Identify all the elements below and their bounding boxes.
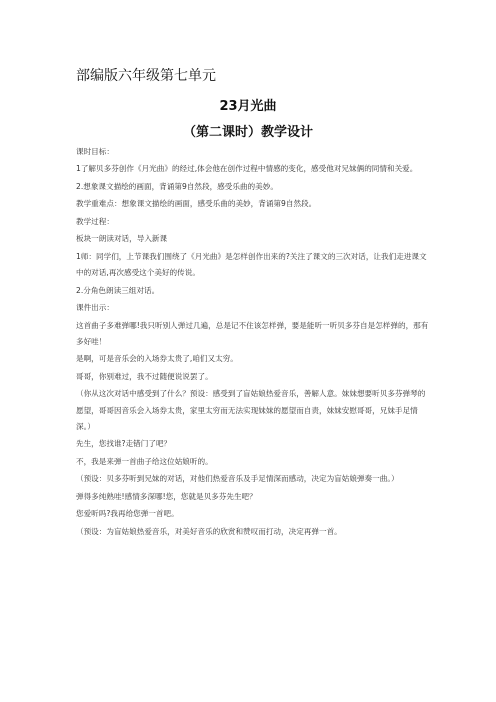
paragraph-lesson-goals-heading: 课时目标： bbox=[76, 147, 114, 156]
paragraph-key-difficulties: 教学重难点：想象课文描绘的画面，感受乐曲的美妙，背诵第9自然段。 bbox=[76, 199, 317, 209]
document-body bbox=[76, 144, 432, 541]
paragraph-teacher-intro: 1师：同学们，上节课我们围绕了《月光曲》是怎样创作出来的?关注了课文的三次对话，让我们走进课文中的对话,再次感受这个美好的传说。 bbox=[76, 251, 427, 278]
paragraph-slide-heading: 课件出示： bbox=[76, 303, 114, 313]
paragraph-preset-1: （你从这次对话中感受到了什么？预设：感受到了盲姑娘热爱音乐，善解人意。妹妹想要听贝多芬弹琴的愿望，哥哥因音乐会入场券太贵，家里太穷而无法实现妹妹的愿望而自责，妹妹安慰哥哥，兄妹手足情深。） bbox=[76, 389, 426, 431]
paragraph-preset-3: （预设：为盲姑娘热爱音乐，对美好音乐的欣赏和赞叹而打动，决定再弹一首。 bbox=[76, 526, 342, 536]
paragraph-goal-2: 2.想象课文描绘的画面，背诵第9自然段，感受乐曲的美妙。 bbox=[76, 181, 278, 191]
paragraph-dialogue-1a: 这首曲子多难弹哪!我只听别人弹过几遍，总是记不住该怎样弹，要是能听一听贝多芬自是怎样弹的，那有多好哇！ bbox=[76, 320, 429, 346]
paragraph-goal-1: 1了解贝多芬创作《月光曲》的经过,体会他在创作过程中情感的变化，感受他对兄妹俩的同情和关爱。 bbox=[76, 164, 418, 174]
paragraph-dialogue-2a: 先生，您找谁?走错门了吧？ bbox=[76, 439, 172, 449]
paragraph-dialogue-3b: 您爱听吗?我再给您弹一首吧。 bbox=[76, 509, 179, 519]
paragraph-section-1-heading: 板块一朗读对话，导入新课 bbox=[76, 234, 168, 244]
paragraph-process-heading: 教学过程： bbox=[76, 216, 114, 226]
paragraph-dialogue-2b: 不，我是来弹一首曲子给这位姑娘听的。 bbox=[76, 456, 213, 466]
paragraph-dialogue-1b: 是啊，可是音乐会的入场券太贵了,咱们又太穷。 bbox=[76, 354, 238, 364]
paragraph-role-reading: 2.分角色朗读三组对话。 bbox=[76, 285, 160, 295]
paragraph-preset-2: （预设：贝多芬听到兄妹的对话，对他们热爱音乐及手足情深而感动，决定为盲姑娘弹奏一曲。） bbox=[76, 474, 399, 484]
lesson-subtitle: （第二课时）教学设计 bbox=[182, 125, 313, 140]
unit-title: 部编版六年级第七单元 bbox=[76, 68, 216, 84]
lesson-title: 23月光曲 bbox=[219, 99, 277, 114]
paragraph-dialogue-1c: 哥哥，你别难过，我不过随便说说罢了。 bbox=[76, 371, 213, 381]
paragraph-dialogue-3a: 弹得多纯熟哇!感情多深哪!您，您就是贝多芬先生吧？ bbox=[76, 491, 257, 501]
